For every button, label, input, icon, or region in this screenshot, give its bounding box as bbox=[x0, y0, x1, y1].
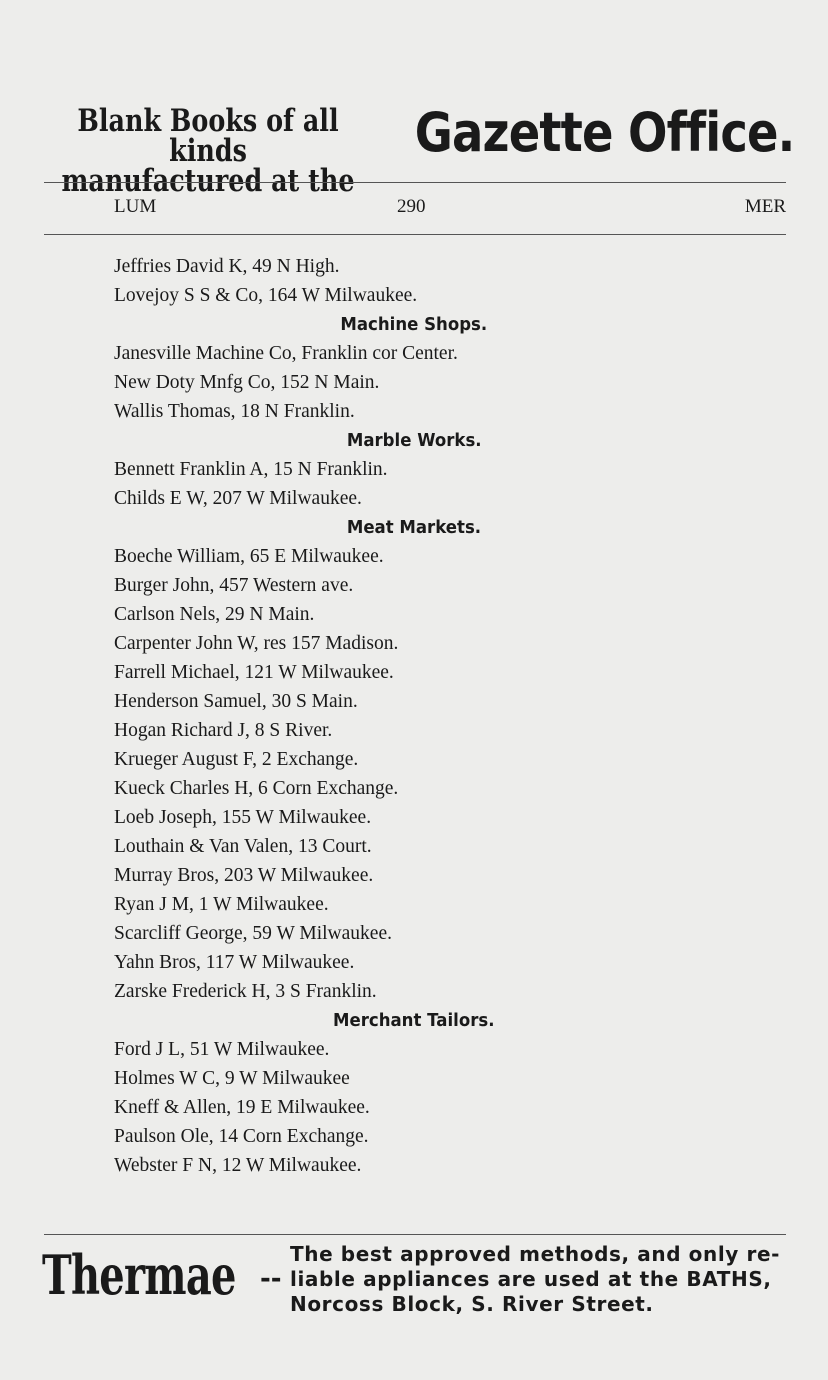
ad-thermae: Thermae bbox=[42, 1243, 236, 1307]
header-rule-bottom bbox=[44, 234, 786, 235]
directory-entry: Holmes W C, 9 W Milwaukee bbox=[114, 1068, 350, 1089]
ad-top-line-1: Blank Books of all kinds bbox=[77, 103, 339, 169]
directory-entry: New Doty Mnfg Co, 152 N Main. bbox=[114, 372, 380, 393]
section-heading bbox=[0, 426, 828, 455]
directory-entry: Burger John, 457 Western ave. bbox=[114, 575, 354, 596]
ad-bottom-line-3: Norcoss Block, S. River Street. bbox=[290, 1292, 654, 1316]
directory-entry: Scarcliff George, 59 W Milwaukee. bbox=[114, 923, 392, 944]
directory-entry: Hogan Richard J, 8 S River. bbox=[114, 720, 333, 741]
directory-entry: Loeb Joseph, 155 W Milwaukee. bbox=[114, 807, 372, 828]
directory-entry: Kneff & Allen, 19 E Milwaukee. bbox=[114, 1097, 370, 1118]
directory-entry: Lovejoy S S & Co, 164 W Milwaukee. bbox=[114, 285, 418, 306]
directory-entry: Farrell Michael, 121 W Milwaukee. bbox=[114, 662, 394, 683]
directory-entry: Jeffries David K, 49 N High. bbox=[114, 256, 340, 277]
directory-entry: Ford J L, 51 W Milwaukee. bbox=[114, 1039, 330, 1060]
bottom-advertisement bbox=[42, 1240, 792, 1320]
section-heading bbox=[0, 1006, 828, 1035]
ad-bottom-line-1: The best approved methods, and only re- bbox=[290, 1242, 781, 1266]
directory-entry: Carlson Nels, 29 N Main. bbox=[114, 604, 315, 625]
section-heading-text: Meat Markets. bbox=[346, 517, 482, 538]
section-heading bbox=[0, 513, 828, 542]
page-number: 290 bbox=[397, 196, 426, 217]
directory-entry: Zarske Frederick H, 3 S Franklin. bbox=[114, 981, 377, 1002]
section-heading bbox=[0, 310, 828, 339]
directory-entry: Carpenter John W, res 157 Madison. bbox=[114, 633, 399, 654]
directory-entry: Ryan J M, 1 W Milwaukee. bbox=[114, 894, 329, 915]
running-head bbox=[114, 196, 786, 222]
section-heading-text: Marble Works. bbox=[346, 430, 482, 451]
ad-top-line-2: manufactured at the bbox=[61, 163, 355, 199]
section-heading-text: Merchant Tailors. bbox=[333, 1010, 495, 1031]
directory-entry: Childs E W, 207 W Milwaukee. bbox=[114, 488, 362, 509]
ad-dash: -- bbox=[260, 1264, 282, 1294]
directory-listing bbox=[0, 252, 828, 1180]
running-head-left: LUM bbox=[114, 196, 157, 217]
section-heading-text: Machine Shops. bbox=[340, 314, 488, 335]
directory-entry: Janesville Machine Co, Franklin cor Center. bbox=[114, 343, 458, 364]
header-rule-top bbox=[44, 182, 786, 183]
footer-rule bbox=[44, 1234, 786, 1235]
ad-bottom-line-2: liable appliances are used at the BATHS, bbox=[290, 1267, 772, 1291]
directory-entry: Murray Bros, 203 W Milwaukee. bbox=[114, 865, 374, 886]
running-head-right: MER bbox=[744, 196, 786, 217]
directory-entry: Henderson Samuel, 30 S Main. bbox=[114, 691, 358, 712]
directory-entry: Wallis Thomas, 18 N Franklin. bbox=[114, 401, 355, 422]
directory-entry: Krueger August F, 2 Exchange. bbox=[114, 749, 359, 770]
directory-entry: Bennett Franklin A, 15 N Franklin. bbox=[114, 459, 388, 480]
top-advertisement bbox=[44, 100, 794, 199]
directory-entry: Paulson Ole, 14 Corn Exchange. bbox=[114, 1126, 369, 1147]
directory-entry: Louthain & Van Valen, 13 Court. bbox=[114, 836, 372, 857]
directory-entry: Webster F N, 12 W Milwaukee. bbox=[114, 1155, 362, 1176]
directory-entry: Yahn Bros, 117 W Milwaukee. bbox=[114, 952, 355, 973]
ad-thermae-text bbox=[290, 1242, 790, 1317]
ad-gazette-office: Gazette Office. bbox=[414, 101, 794, 164]
directory-entry: Kueck Charles H, 6 Corn Exchange. bbox=[114, 778, 399, 799]
directory-entry: Boeche William, 65 E Milwaukee. bbox=[114, 546, 384, 567]
